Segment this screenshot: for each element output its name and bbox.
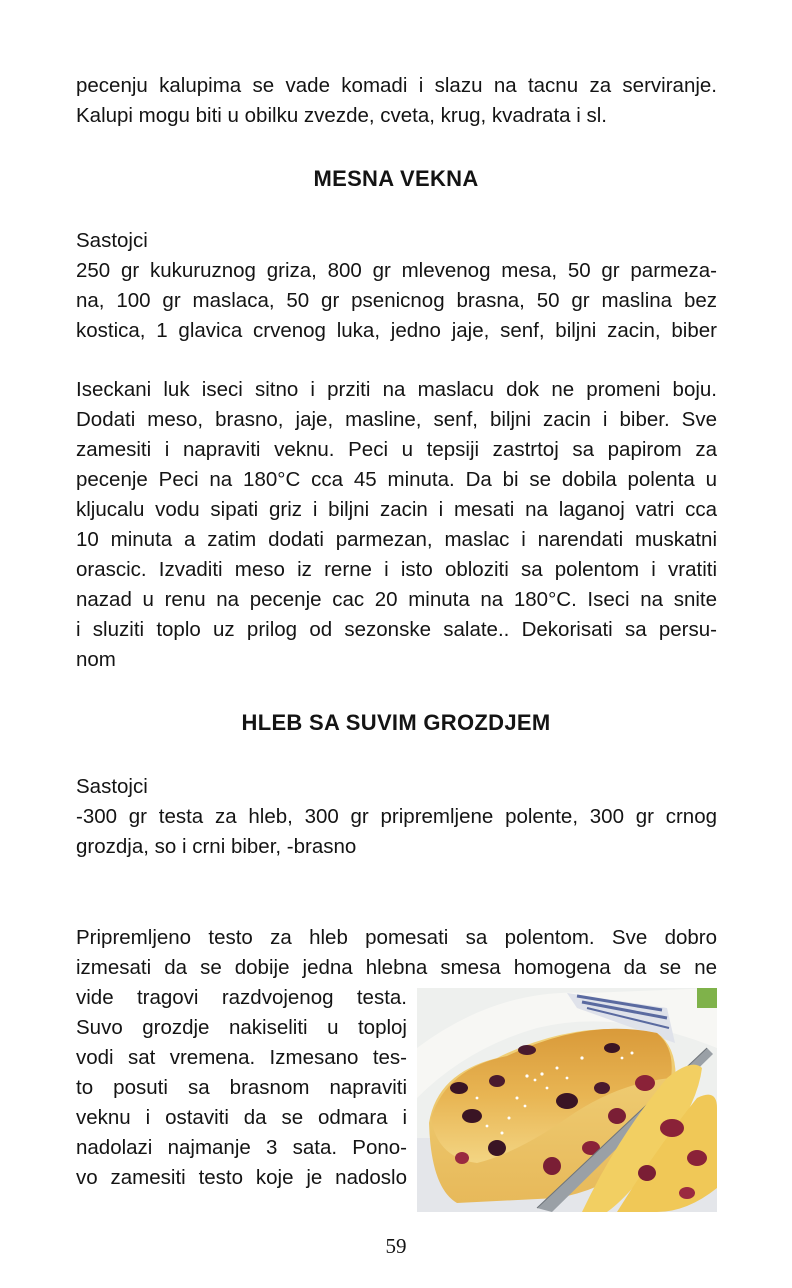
- text-line: nom: [76, 648, 116, 671]
- text-line: vodi sat vremena. Izmesano tes-: [76, 1046, 407, 1069]
- text-line: izmesati da se dobije jedna hlebna smesa homogena da se ne: [76, 956, 717, 979]
- ingredients-block: [76, 226, 717, 346]
- text-line: 10 minuta a zatim dodati parmezan, maslac i narendati muskatni: [76, 528, 717, 551]
- text-line: pecenje Peci na 180°C cca 45 minuta. Da bi se dobila polenta u: [76, 468, 717, 491]
- method-block-wrapped: [76, 983, 407, 1193]
- ingredients-label: Sastojci: [76, 775, 148, 798]
- text-line: Suvo grozdje nakiseliti u toploj: [76, 1016, 407, 1039]
- ingredients-block: [76, 772, 717, 862]
- intro-paragraph: [76, 71, 717, 131]
- method-block: [76, 375, 717, 675]
- text-line: Dodati meso, brasno, jaje, masline, senf, biljni zacin i biber. Sve: [76, 408, 717, 431]
- text-line: grozdja, so i crni biber, -brasno: [76, 835, 357, 858]
- text-line: vide tragovi razdvojenog testa.: [76, 986, 407, 1009]
- text-line: -300 gr testa za hleb, 300 gr pripremljene polente, 300 gr crnog: [76, 805, 717, 828]
- text-line: pecenju kalupima se vade komadi i slazu na tacnu za serviranje.: [76, 74, 717, 97]
- text-line: Iseckani luk iseci sitno i prziti na maslacu dok ne promeni boju.: [76, 378, 717, 401]
- text-line: i sluziti toplo uz prilog od sezonske salate.. Dekorisati sa persu-: [76, 618, 717, 641]
- raisin-bread-photo: [417, 988, 717, 1212]
- text-line: orascic. Izvaditi meso iz rerne i isto obloziti sa polentom i vratiti: [76, 558, 717, 581]
- text-line: kljucalu vodu sipati griz i biljni zacin i mesati na laganoj vatri cca: [76, 498, 717, 521]
- recipe-title: HLEB SA SUVIM GROZDJEM: [241, 710, 551, 735]
- text-line: Pripremljeno testo za hleb pomesati sa polentom. Sve dobro: [76, 926, 717, 949]
- recipe-title: MESNA VEKNA: [313, 166, 479, 191]
- text-line: vo zamesiti testo koje je nadoslo: [76, 1166, 407, 1189]
- text-line: to posuti sa brasnom napraviti: [76, 1076, 407, 1099]
- text-line: Kalupi mogu biti u obilku zvezde, cveta, krug, kvadrata i sl.: [76, 104, 607, 127]
- ingredients-label: Sastojci: [76, 229, 148, 252]
- text-line: 250 gr kukuruznog griza, 800 gr mlevenog mesa, 50 gr parmeza-: [76, 259, 717, 282]
- text-line: kostica, 1 glavica crvenog luka, jedno jaje, senf, biljni zacin, biber: [76, 319, 717, 342]
- text-line: na, 100 gr maslaca, 50 gr psenicnog brasna, 50 gr maslina bez: [76, 289, 717, 312]
- text-line: nadolazi najmanje 3 sata. Pono-: [76, 1136, 407, 1159]
- text-line: veknu i ostaviti da se odmara i: [76, 1106, 407, 1129]
- text-line: nazad u renu na pecenje cac 20 minuta na 180°C. Iseci na snite: [76, 588, 717, 611]
- text-line: zamesiti i napraviti veknu. Peci u tepsiji zastrtoj sa papirom za: [76, 438, 717, 461]
- method-block: [76, 923, 717, 983]
- raisin-bread-icon: [417, 988, 717, 1212]
- page-number: 59: [385, 1234, 407, 1258]
